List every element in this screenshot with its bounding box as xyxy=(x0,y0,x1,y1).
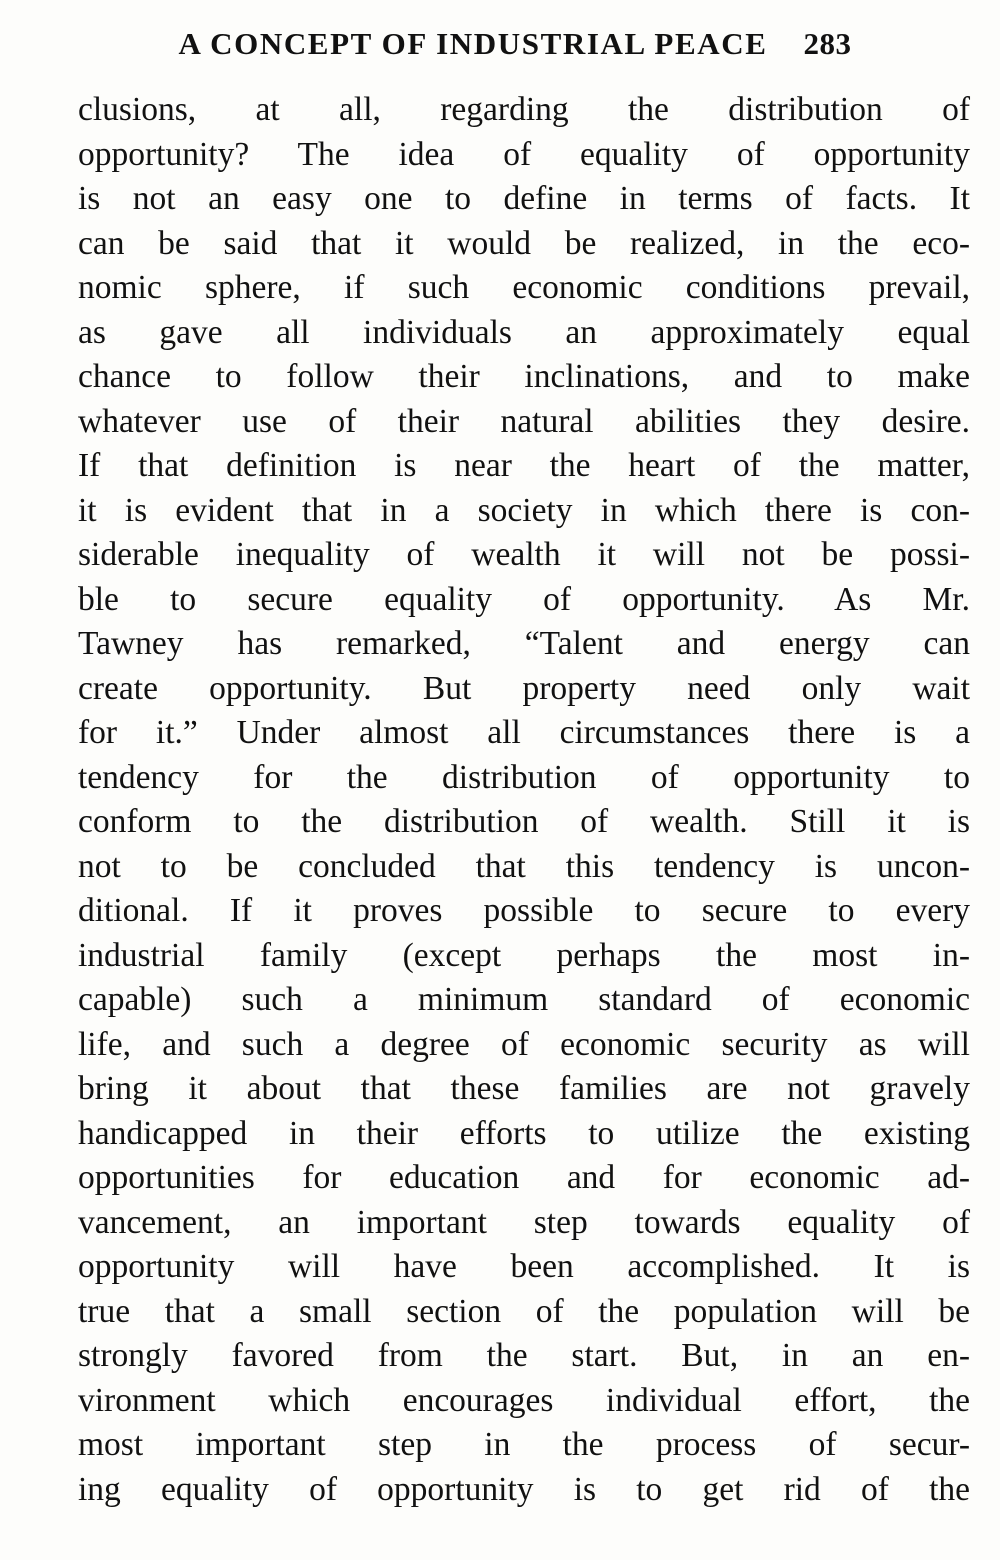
text-line: capable) such a minimum standard of economic xyxy=(78,981,970,1018)
text-line: vironment which encourages individual effort, the xyxy=(78,1381,970,1419)
text-line: industrial family (except perhaps the most in- xyxy=(78,936,970,974)
paragraph xyxy=(78,88,970,1512)
text-line: chance to follow their inclinations, and to make xyxy=(78,358,970,395)
text-line: Tawney has remarked, “Talent and energy can xyxy=(78,625,970,662)
text-line: for it.” Under almost all circumstances there is a xyxy=(78,714,970,751)
text-line: create opportunity. But property need only wait xyxy=(78,669,970,707)
text-line: most important step in the process of secur- xyxy=(78,1426,970,1463)
text-line: as gave all individuals an approximately equal xyxy=(78,313,970,351)
text-line: life, and such a degree of economic security as will xyxy=(78,1025,970,1063)
text-line: opportunity? The idea of equality of opportunity xyxy=(78,135,970,173)
text-line: it is evident that in a society in which there is con- xyxy=(78,491,970,529)
text-line: siderable inequality of wealth it will not be possi- xyxy=(78,536,970,573)
text-line: not to be concluded that this tendency is uncon- xyxy=(78,847,970,885)
text-line: true that a small section of the population will be xyxy=(78,1292,970,1330)
running-head xyxy=(70,26,960,62)
text-line: is not an easy one to define in terms of facts. It xyxy=(78,180,970,217)
text-line: bring it about that these families are not gravely xyxy=(78,1070,970,1107)
running-head-title: A CONCEPT OF INDUSTRIAL PEACE xyxy=(178,26,768,61)
body-text xyxy=(78,88,970,1512)
text-line: tendency for the distribution of opportunity to xyxy=(78,758,970,796)
text-line: If that definition is near the heart of the matter, xyxy=(78,447,970,484)
text-line: clusions, at all, regarding the distribution of xyxy=(78,91,970,128)
text-line: strongly favored from the start. But, in an en- xyxy=(78,1337,970,1374)
text-line: opportunity will have been accomplished. It is xyxy=(78,1248,970,1285)
text-line: vancement, an important step towards equality of xyxy=(78,1203,970,1241)
text-line: ditional. If it proves possible to secure to every xyxy=(78,892,970,929)
text-line: nomic sphere, if such economic conditions prevail, xyxy=(78,269,970,306)
text-line: handicapped in their efforts to utilize the existing xyxy=(78,1114,970,1152)
text-line: opportunities for education and for economic ad- xyxy=(78,1159,970,1196)
page-number: 283 xyxy=(803,26,852,61)
text-line: conform to the distribution of wealth. Still it is xyxy=(78,803,970,840)
text-line: ing equality of opportunity is to get rid of the xyxy=(78,1470,970,1508)
text-line: ble to secure equality of opportunity. As Mr. xyxy=(78,580,970,618)
text-line: can be said that it would be realized, in the eco- xyxy=(78,224,970,262)
text-line: whatever use of their natural abilities they desire. xyxy=(78,402,970,440)
